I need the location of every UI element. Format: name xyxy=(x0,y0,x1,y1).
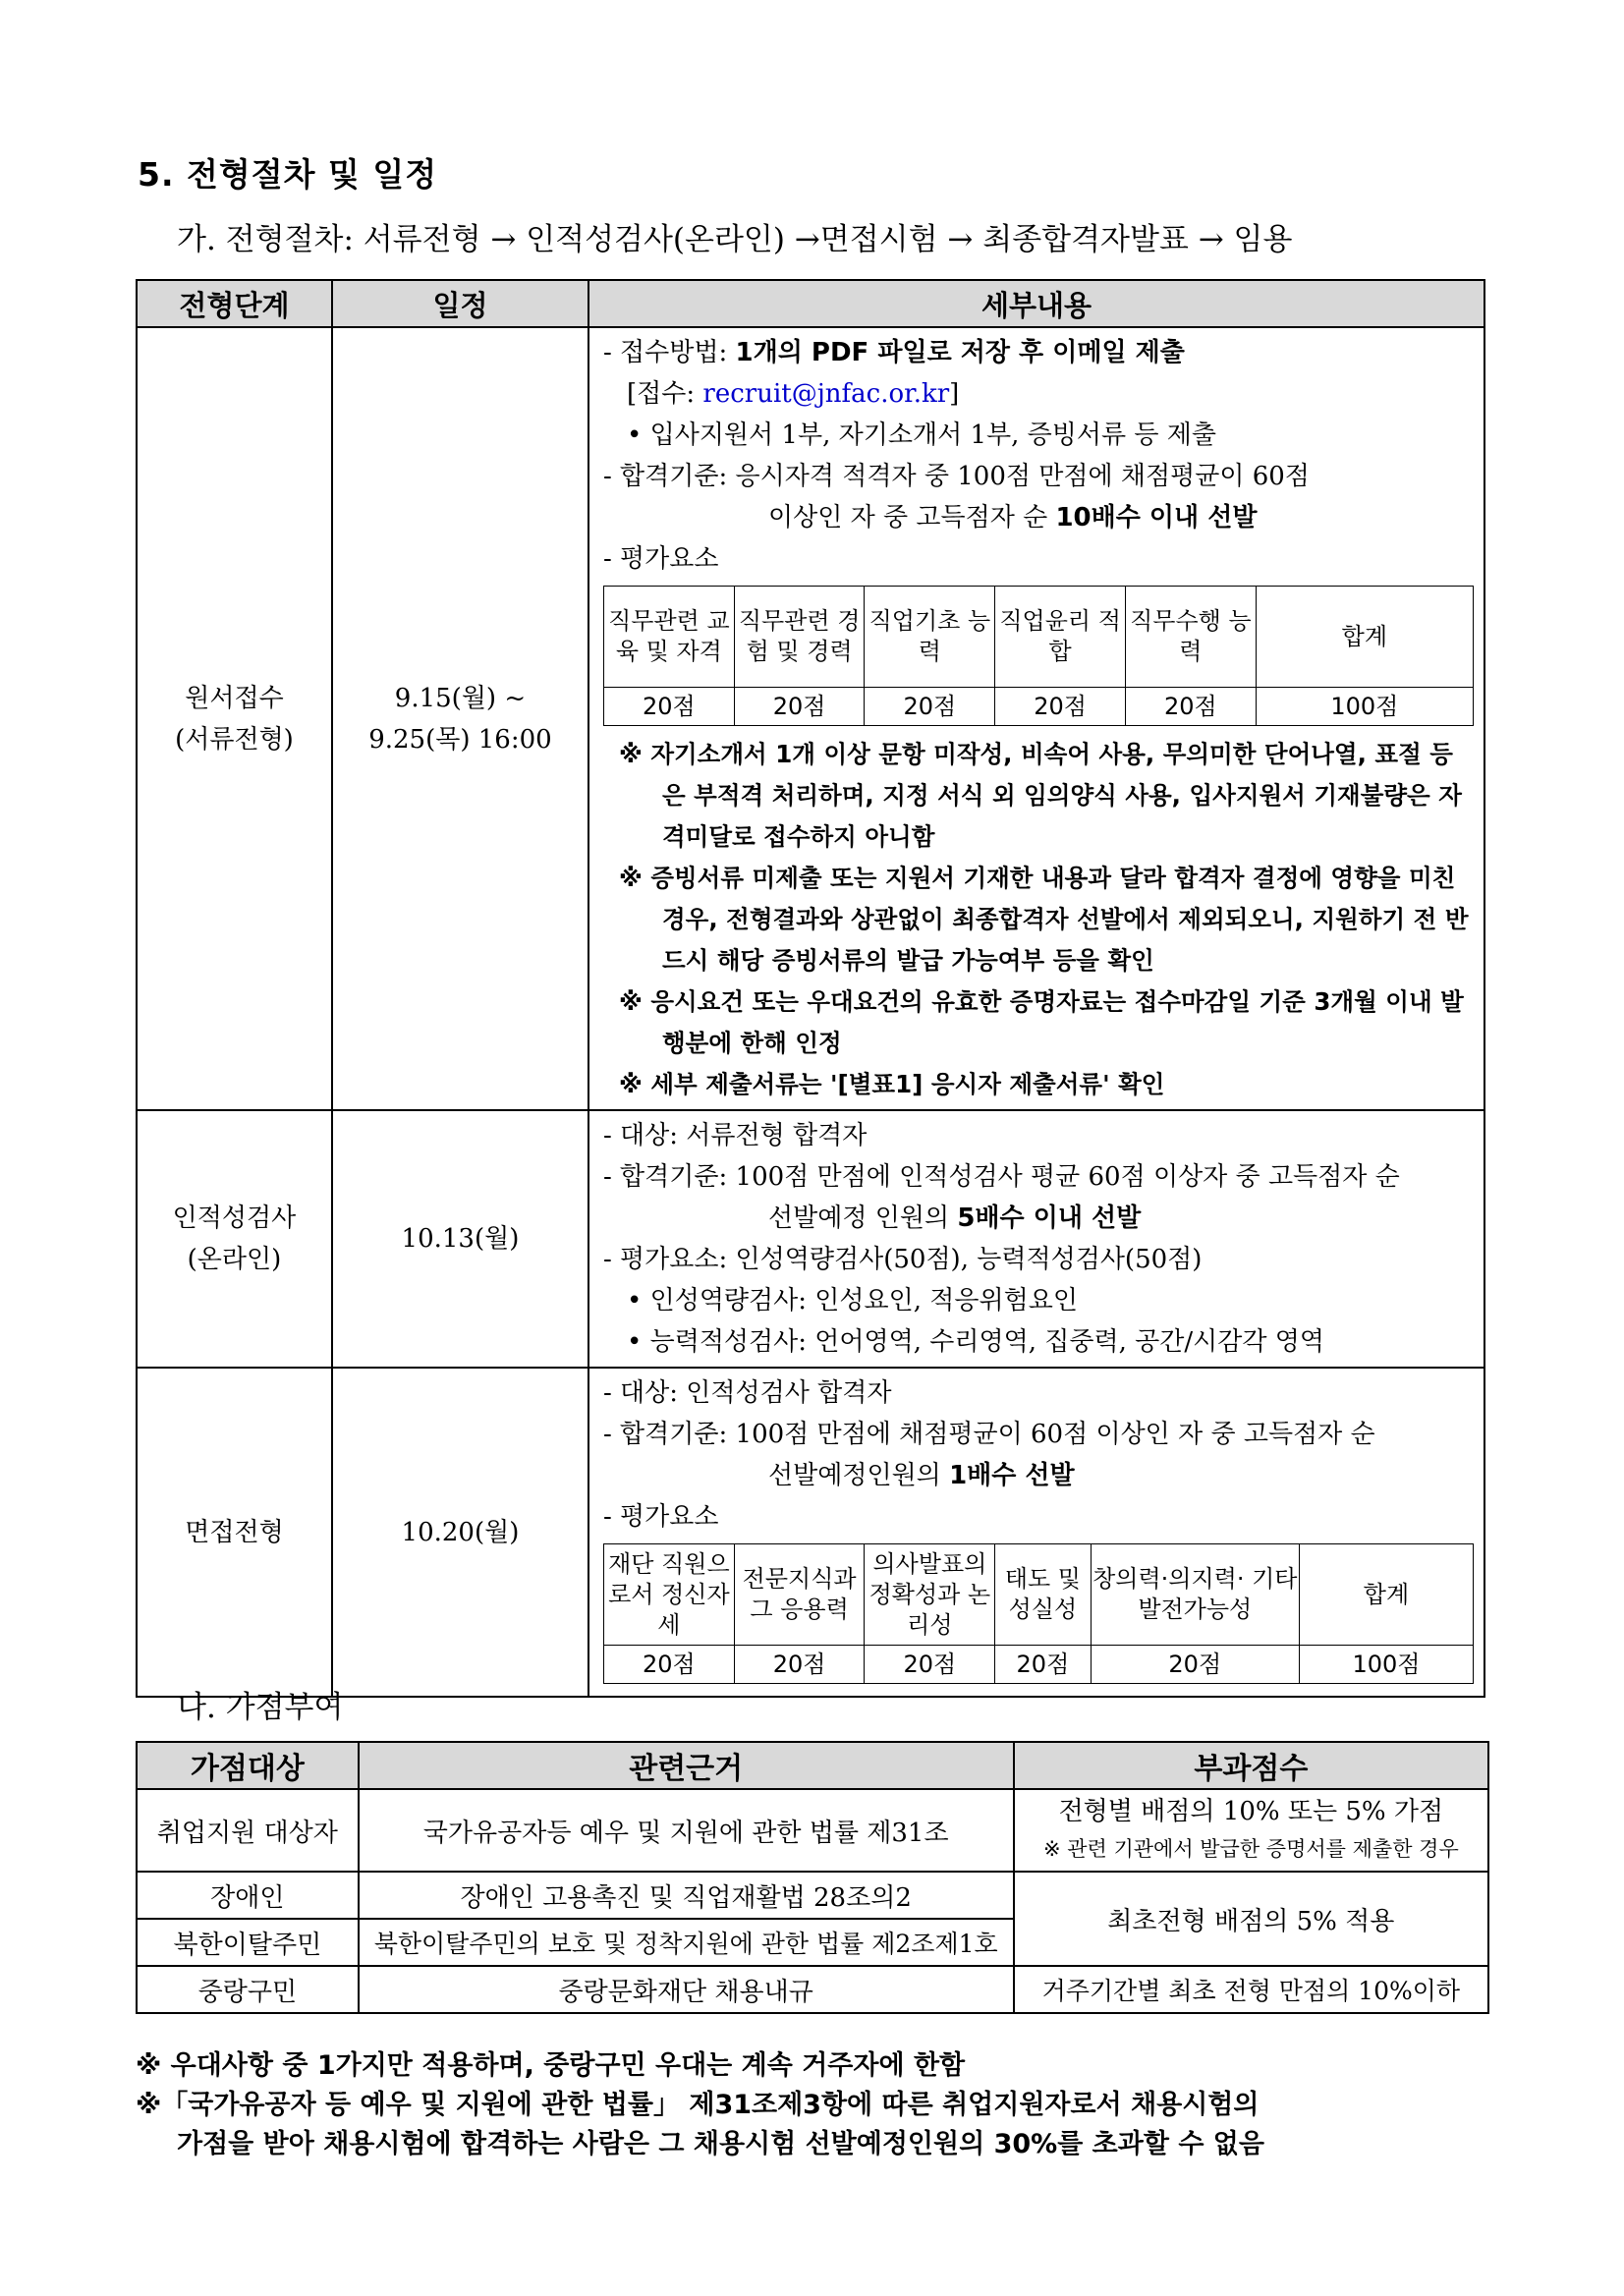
note-validity: ※ 응시요건 또는 우대요건의 유효한 증명자료는 접수마감일 기준 3개월 이내 발행분에 한해 인정 xyxy=(618,987,1464,1057)
stage-name: 인적성검사 (온라인) xyxy=(137,1110,332,1368)
eval-label: - 평가요소 xyxy=(602,544,719,574)
eval-header: 합계 xyxy=(1256,587,1473,688)
section-title: 5. 전형절차 및 일정 xyxy=(138,155,438,194)
eval-table xyxy=(603,1543,1474,1684)
eval-header: 직업윤리 적합 xyxy=(995,587,1126,688)
note-self-intro: ※ 자기소개서 1개 이상 문항 미작성, 비속어 사용, 무의미한 단어나열, 표절 등은 부적격 처리하며, 지정 서식 외 임의양식 사용, 입사지원서 기재불량은 자격미달로 접수하지 아니함 xyxy=(618,740,1462,851)
header-stage: 전형단계 xyxy=(137,280,332,327)
pass-criteria: - 합격기준: 100점 만점에 인적성검사 평균 60점 이상자 중 고득점자 순 xyxy=(602,1162,1400,1192)
add-basis: 중랑문화재단 채용내규 xyxy=(359,1966,1014,2013)
eval-score: 20점 xyxy=(603,1646,734,1684)
eval-header: 전문지식과 그 응용력 xyxy=(734,1544,865,1646)
eval-header: 직무수행 능력 xyxy=(1125,587,1256,688)
stage-date: 10.20(월) xyxy=(332,1368,588,1697)
eval-score: 20점 xyxy=(1125,688,1256,726)
footnote-law-line1: ※「국가유공자 등 예우 및 지원에 관한 법률」 제31조제3항에 따른 취업지원자로서 채용시험의 xyxy=(136,2090,1260,2120)
table-row xyxy=(137,1789,1488,1872)
eval-score: 20점 xyxy=(995,1646,1091,1684)
stage-details xyxy=(588,327,1484,1110)
eval-score: 20점 xyxy=(734,1646,865,1684)
footnote-law-line2: 가점을 받아 채용시험에 합격하는 사람은 그 채용시험 선발예정인원의 30%를 초과할 수 없음 xyxy=(177,2129,1264,2159)
table-header-row xyxy=(137,1742,1488,1789)
eval-score: 20점 xyxy=(865,1646,995,1684)
eval-score: 20점 xyxy=(865,688,995,726)
eval-header: 합계 xyxy=(1299,1544,1473,1646)
table-row xyxy=(137,1966,1488,2013)
email-link[interactable]: recruit@jnfac.or.kr xyxy=(702,379,950,409)
eval-score: 20점 xyxy=(995,688,1126,726)
eval-label: - 평가요소 xyxy=(602,1502,719,1532)
stage-date: 9.15(월) ~ 9.25(목) 16:00 xyxy=(332,327,588,1110)
eval-sub-personality: • 인성역량검사: 인성요인, 적응위험요인 xyxy=(626,1286,1078,1316)
eval-sub-aptitude: • 능력적성검사: 언어영역, 수리영역, 집중력, 공간/시감각 영역 xyxy=(626,1327,1325,1357)
table-row xyxy=(137,1368,1484,1697)
header-schedule: 일정 xyxy=(332,280,588,327)
eval-header: 직무관련 교육 및 자격 xyxy=(603,587,734,688)
eval-header: 창의력·의지력· 기타 발전가능성 xyxy=(1091,1544,1299,1646)
table-row xyxy=(137,1872,1488,1919)
eval-score: 100점 xyxy=(1256,688,1473,726)
table-row xyxy=(137,327,1484,1110)
note-attachment: ※ 세부 제출서류는 '[별표1] 응시자 제출서류' 확인 xyxy=(618,1070,1165,1098)
required-documents: • 입사지원서 1부, 자기소개서 1부, 증빙서류 등 제출 xyxy=(626,420,1216,450)
note-evidence: ※ 증빙서류 미제출 또는 지원서 기재한 내용과 달라 합격자 결정에 영향을 미친 경우, 전형결과와 상관없이 최종합격자 선발에서 제외되오니, 지원하기 전 반드시 해당 증빙서류의 발급 가능여부 등을 확인 xyxy=(618,864,1469,975)
eval-table xyxy=(603,586,1474,726)
header-basis: 관련근거 xyxy=(359,1742,1014,1789)
eval-header: 직업기초 능력 xyxy=(865,587,995,688)
header-score: 부과점수 xyxy=(1014,1742,1488,1789)
target: - 대상: 인적성검사 합격자 xyxy=(602,1378,892,1408)
add-score: 최초전형 배점의 5% 적용 xyxy=(1014,1872,1488,1966)
add-score: 전형별 배점의 10% 또는 5% 가점 ※ 관련 기관에서 발급한 증명서를 제출한 경우 xyxy=(1014,1789,1488,1872)
add-target: 장애인 xyxy=(137,1872,359,1919)
subsection-a-title: 가. 전형절차: 서류전형 → 인적성검사(온라인) →면접시험 → 최종합격자발표 → 임용 xyxy=(177,222,1293,257)
submission-method: - 접수방법: 1개의 PDF 파일로 저장 후 이메일 제출 xyxy=(602,338,1185,367)
eval-header: 재단 직원으로서 정신자세 xyxy=(603,1544,734,1646)
pass-criteria: - 합격기준: 100점 만점에 채점평균이 60점 이상인 자 중 고득점자 순 xyxy=(602,1420,1375,1449)
stage-name: 면접전형 xyxy=(137,1368,332,1697)
submission-email-line: [접수: recruit@jnfac.or.kr] xyxy=(626,379,960,409)
table-row xyxy=(137,1110,1484,1368)
eval-header: 직무관련 경험 및 경력 xyxy=(734,587,865,688)
subsection-b-title: 나. 가점부여 xyxy=(177,1690,344,1725)
header-target: 가점대상 xyxy=(137,1742,359,1789)
eval-score: 20점 xyxy=(734,688,865,726)
footnote-preference: ※ 우대사항 중 1가지만 적용하며, 중랑구민 우대는 계속 거주자에 한함 xyxy=(136,2050,966,2081)
pass-criteria-cont: 선발예정 인원의 5배수 이내 선발 xyxy=(767,1204,1142,1233)
stage-name: 원서접수 (서류전형) xyxy=(137,327,332,1110)
add-basis: 장애인 고용촉진 및 직업재활법 28조의2 xyxy=(359,1872,1014,1919)
eval-score: 20점 xyxy=(603,688,734,726)
add-target: 중랑구민 xyxy=(137,1966,359,2013)
add-basis: 국가유공자등 예우 및 지원에 관한 법률 제31조 xyxy=(359,1789,1014,1872)
additional-points-table xyxy=(136,1741,1489,2014)
header-details: 세부내용 xyxy=(588,280,1484,327)
selection-schedule-table xyxy=(136,279,1485,1698)
add-target: 취업지원 대상자 xyxy=(137,1789,359,1872)
table-header-row xyxy=(137,280,1484,327)
target: - 대상: 서류전형 합격자 xyxy=(602,1121,868,1150)
add-score: 거주기간별 최초 전형 만점의 10%이하 xyxy=(1014,1966,1488,2013)
pass-criteria-cont: 이상인 자 중 고득점자 순 10배수 이내 선발 xyxy=(767,503,1258,532)
add-target: 북한이탈주민 xyxy=(137,1919,359,1966)
pass-criteria-cont: 선발예정인원의 1배수 선발 xyxy=(767,1461,1075,1490)
eval-score: 20점 xyxy=(1091,1646,1299,1684)
stage-details xyxy=(588,1110,1484,1368)
stage-details xyxy=(588,1368,1484,1697)
eval-elements: - 평가요소: 인성역량검사(50점), 능력적성검사(50점) xyxy=(602,1245,1203,1274)
pass-criteria: - 합격기준: 응시자격 적격자 중 100점 만점에 채점평균이 60점 xyxy=(602,462,1310,491)
stage-date: 10.13(월) xyxy=(332,1110,588,1368)
eval-header: 태도 및 성실성 xyxy=(995,1544,1091,1646)
eval-score: 100점 xyxy=(1299,1646,1473,1684)
add-basis: 북한이탈주민의 보호 및 정착지원에 관한 법률 제2조제1호 xyxy=(359,1919,1014,1966)
eval-header: 의사발표의 정확성과 논리성 xyxy=(865,1544,995,1646)
